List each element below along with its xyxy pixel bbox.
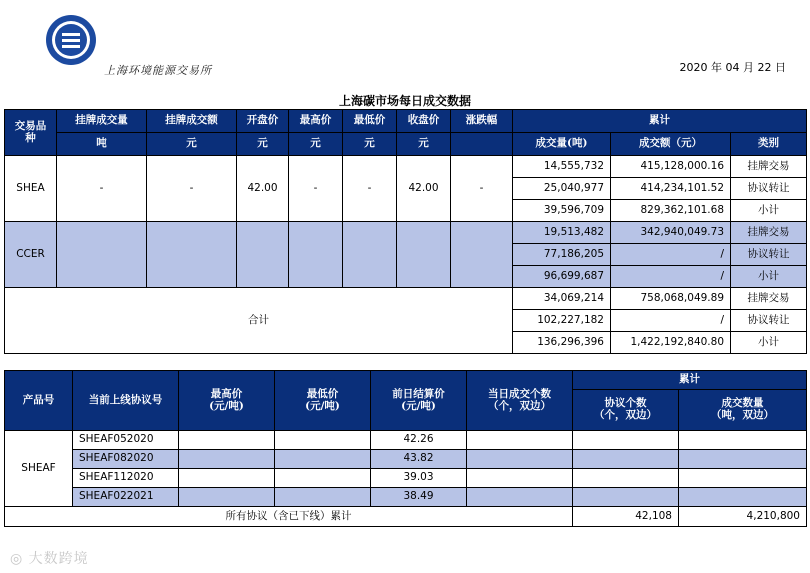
day-count-1 [467,450,573,469]
low-0 [275,431,371,450]
ccer-volume-1: 77,186,205 [513,244,611,266]
unit-open: 元 [237,133,289,156]
shea-volume-2: 39,596,709 [513,200,611,222]
shea-volume-1: 25,040,977 [513,178,611,200]
th2-high-label: 最高价 [210,387,243,400]
report-date: 2020 年 04 月 22 日 [679,61,786,74]
unit-change [451,133,513,156]
shea-listed-volume: - [57,156,147,222]
contract-3: SHEAF022021 [73,488,179,507]
low-1 [275,450,371,469]
th2-cum-count [573,390,679,431]
th2-cumulative: 累计 [573,371,807,390]
shea-high: - [289,156,343,222]
th2-day-count-unit: （个，双边） [488,399,551,412]
day-count-0 [467,431,573,450]
total-category-1: 协议转让 [731,310,807,332]
ccer-category-1: 协议转让 [731,244,807,266]
unit-close: 元 [397,133,451,156]
settle-3: 38.49 [371,488,467,507]
high-3 [179,488,275,507]
cum-count-0 [573,431,679,450]
ccer-volume-0: 19,513,482 [513,222,611,244]
high-1 [179,450,275,469]
high-2 [179,469,275,488]
footer-cum-count: 42,108 [573,507,679,527]
cum-count-3 [573,488,679,507]
shea-category-0: 挂牌交易 [731,156,807,178]
ccer-category-2: 小计 [731,266,807,288]
cum-count-1 [573,450,679,469]
watermark [10,548,89,568]
ccer-amount-1: / [611,244,731,266]
day-count-3 [467,488,573,507]
shea-category-1: 协议转让 [731,178,807,200]
cum-qty-1 [679,450,807,469]
shea-change: - [451,156,513,222]
settle-2: 39.03 [371,469,467,488]
sheaf-product: SHEAF [5,431,73,507]
th-close: 收盘价 [397,110,451,133]
unit-low: 元 [343,133,397,156]
shea-listed-amount: - [147,156,237,222]
shea-amount-2: 829,362,101.68 [611,200,731,222]
low-2 [275,469,371,488]
watermark-text: 大数跨境 [28,551,89,567]
cum-qty-3 [679,488,807,507]
th2-contract: 当前上线协议号 [73,371,179,431]
th-category: 类别 [731,133,807,156]
ccer-blank-5 [343,222,397,288]
table1-title: 上海碳市场每日成交数据 [338,94,471,108]
th2-day-count-label: 当日成交个数 [488,387,551,400]
th-cum-volume: 成交量(吨) [513,133,611,156]
cum-qty-0 [679,431,807,450]
th2-cum-qty-label: 成交数量 [721,397,764,410]
th2-day-count [467,371,573,431]
shea-amount-1: 414,234,101.52 [611,178,731,200]
brand-text: 上海环境能源交易所 [104,64,212,77]
th-change: 涨跌幅 [451,110,513,133]
low-3 [275,488,371,507]
contract-2: SHEAF112020 [73,469,179,488]
total-volume-0: 34,069,214 [513,288,611,310]
th-high: 最高价 [289,110,343,133]
th-listed-volume: 挂牌成交量 [57,110,147,133]
unit-listed-volume: 吨 [57,133,147,156]
th2-high-unit: (元/吨) [209,399,244,412]
th-cum-amount: 成交额（元） [611,133,731,156]
day-count-2 [467,469,573,488]
ccer-blank-1 [57,222,147,288]
th2-cum-count-unit: （个，双边） [594,409,657,421]
total-category-0: 挂牌交易 [731,288,807,310]
th-open: 开盘价 [237,110,289,133]
total-amount-0: 758,068,049.89 [611,288,731,310]
th2-settle-label: 前日结算价 [392,387,445,400]
th-cumulative: 累计 [513,110,807,133]
shea-name: SHEA [5,156,57,222]
ccer-volume-2: 96,699,687 [513,266,611,288]
th-low: 最低价 [343,110,397,133]
footer-cum-qty: 4,210,800 [679,507,807,527]
ccer-amount-2: / [611,266,731,288]
th2-cum-qty [679,390,807,431]
th2-settle [371,371,467,431]
th2-low-label: 最低价 [306,387,339,400]
settle-1: 43.82 [371,450,467,469]
ccer-blank-3 [237,222,289,288]
total-volume-2: 136,296,396 [513,332,611,354]
shea-open: 42.00 [237,156,289,222]
th2-low [275,371,371,431]
th2-cum-count-label: 协议个数 [604,397,647,410]
th-listed-amount: 挂牌成交额 [147,110,237,133]
th2-cum-qty-unit: （吨，双边） [711,409,774,421]
cum-qty-2 [679,469,807,488]
th2-product: 产品号 [5,371,73,431]
ccer-blank-6 [397,222,451,288]
shea-close: 42.00 [397,156,451,222]
footer-label: 所有协议（含已下线）累计 [5,507,573,527]
ccer-blank-4 [289,222,343,288]
ccer-blank-2 [147,222,237,288]
ccer-blank-7 [451,222,513,288]
ccer-amount-0: 342,940,049.73 [611,222,731,244]
total-amount-1: / [611,310,731,332]
daily-trade-table [4,109,807,354]
shea-volume-0: 14,555,732 [513,156,611,178]
th2-high [179,371,275,431]
unit-listed-amount: 元 [147,133,237,156]
watermark-icon: ◎ [10,551,29,567]
shea-category-2: 小计 [731,200,807,222]
total-label: 合计 [5,288,513,354]
futures-contract-table [4,370,807,527]
contract-0: SHEAF052020 [73,431,179,450]
cum-count-2 [573,469,679,488]
th-product: 交易品种 [5,110,57,156]
shea-low: - [343,156,397,222]
contract-1: SHEAF082020 [73,450,179,469]
high-0 [179,431,275,450]
total-volume-1: 102,227,182 [513,310,611,332]
total-amount-2: 1,422,192,840.80 [611,332,731,354]
ccer-category-0: 挂牌交易 [731,222,807,244]
th2-settle-unit: (元/吨) [401,399,436,412]
shea-amount-0: 415,128,000.16 [611,156,731,178]
th2-low-unit: (元/吨) [305,399,340,412]
exchange-logo [45,14,97,66]
ccer-name: CCER [5,222,57,288]
settle-0: 42.26 [371,431,467,450]
unit-high: 元 [289,133,343,156]
total-category-2: 小计 [731,332,807,354]
